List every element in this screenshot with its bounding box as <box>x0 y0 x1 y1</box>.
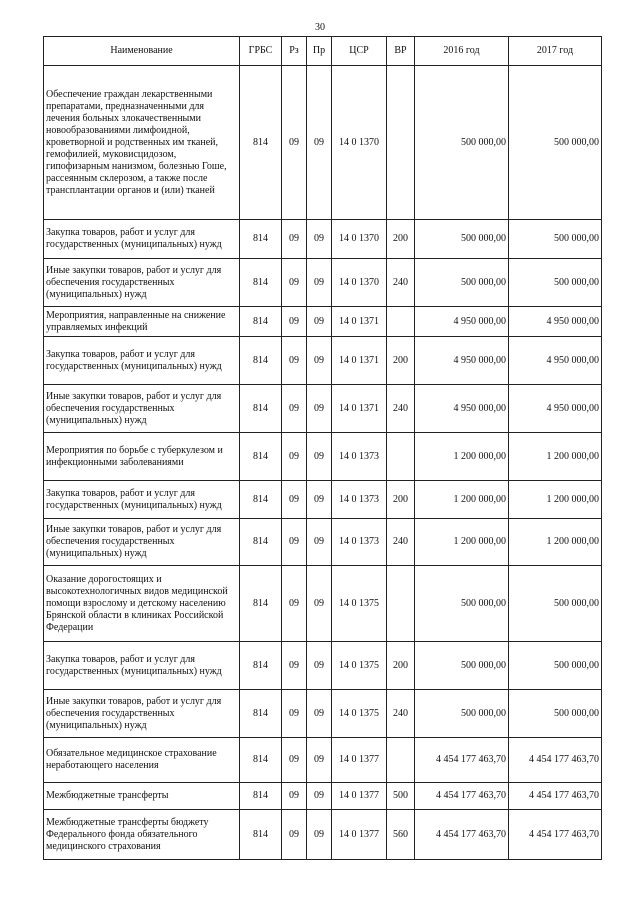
row-name-cell: Иные закупки товаров, работ и услуг для обеспечения государственных (муниципальных) нужд <box>44 385 240 433</box>
row-2017-amount: 4 454 177 463,70 <box>509 810 602 860</box>
row-pr-cell: 09 <box>307 220 332 259</box>
row-2017-amount: 500 000,00 <box>509 642 602 690</box>
row-2016-amount: 4 454 177 463,70 <box>415 738 509 783</box>
row-2016-amount: 1 200 000,00 <box>415 433 509 481</box>
row-csr-cell: 14 0 1370 <box>332 259 387 307</box>
table-row <box>44 738 602 783</box>
row-grbs-cell: 814 <box>240 690 282 738</box>
row-name-cell: Иные закупки товаров, работ и услуг для обеспечения государственных (муниципальных) нужд <box>44 690 240 738</box>
row-pr-cell: 09 <box>307 337 332 385</box>
row-csr-cell: 14 0 1371 <box>332 337 387 385</box>
row-name-cell: Межбюджетные трансферты <box>44 783 240 810</box>
row-name-cell: Мероприятия по борьбе с туберкулезом и инфекционными заболеваниями <box>44 433 240 481</box>
row-2016-amount: 4 950 000,00 <box>415 337 509 385</box>
row-rz-cell: 09 <box>282 220 307 259</box>
row-2016-amount: 1 200 000,00 <box>415 519 509 566</box>
row-rz-cell: 09 <box>282 519 307 566</box>
row-csr-cell: 14 0 1377 <box>332 738 387 783</box>
row-rz-cell: 09 <box>282 433 307 481</box>
table-row <box>44 385 602 433</box>
table-row <box>44 783 602 810</box>
table-header-row <box>44 37 602 66</box>
row-2017-amount: 4 950 000,00 <box>509 307 602 337</box>
header-grbs: ГРБС <box>240 37 282 66</box>
table-row <box>44 566 602 642</box>
row-2016-amount: 500 000,00 <box>415 66 509 220</box>
row-vr-cell: 240 <box>387 259 415 307</box>
row-name-cell: Иные закупки товаров, работ и услуг для обеспечения государственных (муниципальных) нужд <box>44 519 240 566</box>
row-rz-cell: 09 <box>282 690 307 738</box>
row-2017-amount: 1 200 000,00 <box>509 481 602 519</box>
row-2016-amount: 4 950 000,00 <box>415 307 509 337</box>
row-name-cell: Оказание дорогостоящих и высокотехнологичных видов медицинской помощи взрослому и детскому населению Брянской области в клиниках Российской Федерации <box>44 566 240 642</box>
row-rz-cell: 09 <box>282 385 307 433</box>
row-grbs-cell: 814 <box>240 433 282 481</box>
row-2016-amount: 1 200 000,00 <box>415 481 509 519</box>
row-2016-amount: 500 000,00 <box>415 566 509 642</box>
row-vr-cell: 240 <box>387 385 415 433</box>
row-rz-cell: 09 <box>282 810 307 860</box>
row-2017-amount: 500 000,00 <box>509 690 602 738</box>
row-pr-cell: 09 <box>307 519 332 566</box>
row-vr-cell: 200 <box>387 220 415 259</box>
row-grbs-cell: 814 <box>240 307 282 337</box>
row-pr-cell: 09 <box>307 783 332 810</box>
row-rz-cell: 09 <box>282 66 307 220</box>
row-csr-cell: 14 0 1377 <box>332 810 387 860</box>
row-2016-amount: 4 454 177 463,70 <box>415 783 509 810</box>
row-grbs-cell: 814 <box>240 519 282 566</box>
row-pr-cell: 09 <box>307 810 332 860</box>
row-name-cell: Межбюджетные трансферты бюджету Федерального фонда обязательного медицинского страхования <box>44 810 240 860</box>
row-vr-cell: 240 <box>387 690 415 738</box>
row-vr-cell: 500 <box>387 783 415 810</box>
row-2016-amount: 4 454 177 463,70 <box>415 810 509 860</box>
row-rz-cell: 09 <box>282 783 307 810</box>
row-grbs-cell: 814 <box>240 566 282 642</box>
row-csr-cell: 14 0 1370 <box>332 66 387 220</box>
row-grbs-cell: 814 <box>240 385 282 433</box>
row-vr-cell <box>387 738 415 783</box>
header-year-2017: 2017 год <box>509 37 602 66</box>
row-rz-cell: 09 <box>282 259 307 307</box>
row-name-cell: Закупка товаров, работ и услуг для государственных (муниципальных) нужд <box>44 337 240 385</box>
row-pr-cell: 09 <box>307 385 332 433</box>
row-csr-cell: 14 0 1377 <box>332 783 387 810</box>
row-2017-amount: 4 454 177 463,70 <box>509 783 602 810</box>
row-2016-amount: 4 950 000,00 <box>415 385 509 433</box>
row-pr-cell: 09 <box>307 433 332 481</box>
row-vr-cell: 240 <box>387 519 415 566</box>
row-2017-amount: 1 200 000,00 <box>509 433 602 481</box>
row-grbs-cell: 814 <box>240 259 282 307</box>
row-vr-cell: 200 <box>387 337 415 385</box>
row-vr-cell <box>387 566 415 642</box>
row-csr-cell: 14 0 1373 <box>332 519 387 566</box>
row-csr-cell: 14 0 1370 <box>332 220 387 259</box>
row-pr-cell: 09 <box>307 738 332 783</box>
table-body <box>44 66 602 860</box>
row-vr-cell <box>387 66 415 220</box>
row-name-cell: Закупка товаров, работ и услуг для государственных (муниципальных) нужд <box>44 642 240 690</box>
row-grbs-cell: 814 <box>240 220 282 259</box>
row-name-cell: Закупка товаров, работ и услуг для государственных (муниципальных) нужд <box>44 220 240 259</box>
row-2017-amount: 500 000,00 <box>509 220 602 259</box>
row-name-cell: Обязательное медицинское страхование неработающего населения <box>44 738 240 783</box>
header-name: Наименование <box>44 37 240 66</box>
row-vr-cell <box>387 433 415 481</box>
row-vr-cell: 200 <box>387 481 415 519</box>
row-vr-cell <box>387 307 415 337</box>
row-name-cell: Обеспечение граждан лекарственными препаратами, предназначенными для лечения больных злокачественными новообразованиями лимфоидной, кроветворной и родственных им тканей, гемофилией, муковисцидозом, гипофизарным нанизмом, болезнью Гоше, рассеянным склерозом, а также после трансплантации органов и (или) тканей <box>44 66 240 220</box>
row-grbs-cell: 814 <box>240 481 282 519</box>
page-number: 30 <box>315 22 325 33</box>
table-row <box>44 259 602 307</box>
row-grbs-cell: 814 <box>240 642 282 690</box>
header-vr: ВР <box>387 37 415 66</box>
header-csr: ЦСР <box>332 37 387 66</box>
row-2016-amount: 500 000,00 <box>415 259 509 307</box>
row-grbs-cell: 814 <box>240 738 282 783</box>
row-csr-cell: 14 0 1373 <box>332 481 387 519</box>
header-rz: Рз <box>282 37 307 66</box>
row-grbs-cell: 814 <box>240 783 282 810</box>
budget-table <box>43 36 602 860</box>
row-pr-cell: 09 <box>307 690 332 738</box>
row-csr-cell: 14 0 1373 <box>332 433 387 481</box>
row-2016-amount: 500 000,00 <box>415 690 509 738</box>
row-rz-cell: 09 <box>282 642 307 690</box>
row-pr-cell: 09 <box>307 566 332 642</box>
row-name-cell: Закупка товаров, работ и услуг для государственных (муниципальных) нужд <box>44 481 240 519</box>
row-pr-cell: 09 <box>307 481 332 519</box>
row-csr-cell: 14 0 1375 <box>332 566 387 642</box>
header-pr: Пр <box>307 37 332 66</box>
table-row <box>44 307 602 337</box>
table-row <box>44 519 602 566</box>
row-2017-amount: 4 454 177 463,70 <box>509 738 602 783</box>
table-row <box>44 66 602 220</box>
row-vr-cell: 560 <box>387 810 415 860</box>
table-row <box>44 220 602 259</box>
table-row <box>44 433 602 481</box>
table-row <box>44 810 602 860</box>
row-pr-cell: 09 <box>307 307 332 337</box>
row-rz-cell: 09 <box>282 307 307 337</box>
row-grbs-cell: 814 <box>240 66 282 220</box>
row-rz-cell: 09 <box>282 481 307 519</box>
row-2016-amount: 500 000,00 <box>415 642 509 690</box>
row-grbs-cell: 814 <box>240 810 282 860</box>
row-rz-cell: 09 <box>282 337 307 385</box>
row-grbs-cell: 814 <box>240 337 282 385</box>
row-rz-cell: 09 <box>282 738 307 783</box>
row-pr-cell: 09 <box>307 259 332 307</box>
table-row <box>44 481 602 519</box>
row-csr-cell: 14 0 1375 <box>332 690 387 738</box>
row-2017-amount: 500 000,00 <box>509 259 602 307</box>
row-2017-amount: 4 950 000,00 <box>509 337 602 385</box>
row-2017-amount: 4 950 000,00 <box>509 385 602 433</box>
table-row <box>44 337 602 385</box>
row-vr-cell: 200 <box>387 642 415 690</box>
row-pr-cell: 09 <box>307 66 332 220</box>
row-2016-amount: 500 000,00 <box>415 220 509 259</box>
row-csr-cell: 14 0 1371 <box>332 385 387 433</box>
header-year-2016: 2016 год <box>415 37 509 66</box>
table-row <box>44 642 602 690</box>
row-2017-amount: 500 000,00 <box>509 66 602 220</box>
table-row <box>44 690 602 738</box>
row-2017-amount: 500 000,00 <box>509 566 602 642</box>
row-2017-amount: 1 200 000,00 <box>509 519 602 566</box>
row-rz-cell: 09 <box>282 566 307 642</box>
row-csr-cell: 14 0 1371 <box>332 307 387 337</box>
row-csr-cell: 14 0 1375 <box>332 642 387 690</box>
row-name-cell: Иные закупки товаров, работ и услуг для обеспечения государственных (муниципальных) нужд <box>44 259 240 307</box>
row-name-cell: Мероприятия, направленные на снижение управляемых инфекций <box>44 307 240 337</box>
row-pr-cell: 09 <box>307 642 332 690</box>
